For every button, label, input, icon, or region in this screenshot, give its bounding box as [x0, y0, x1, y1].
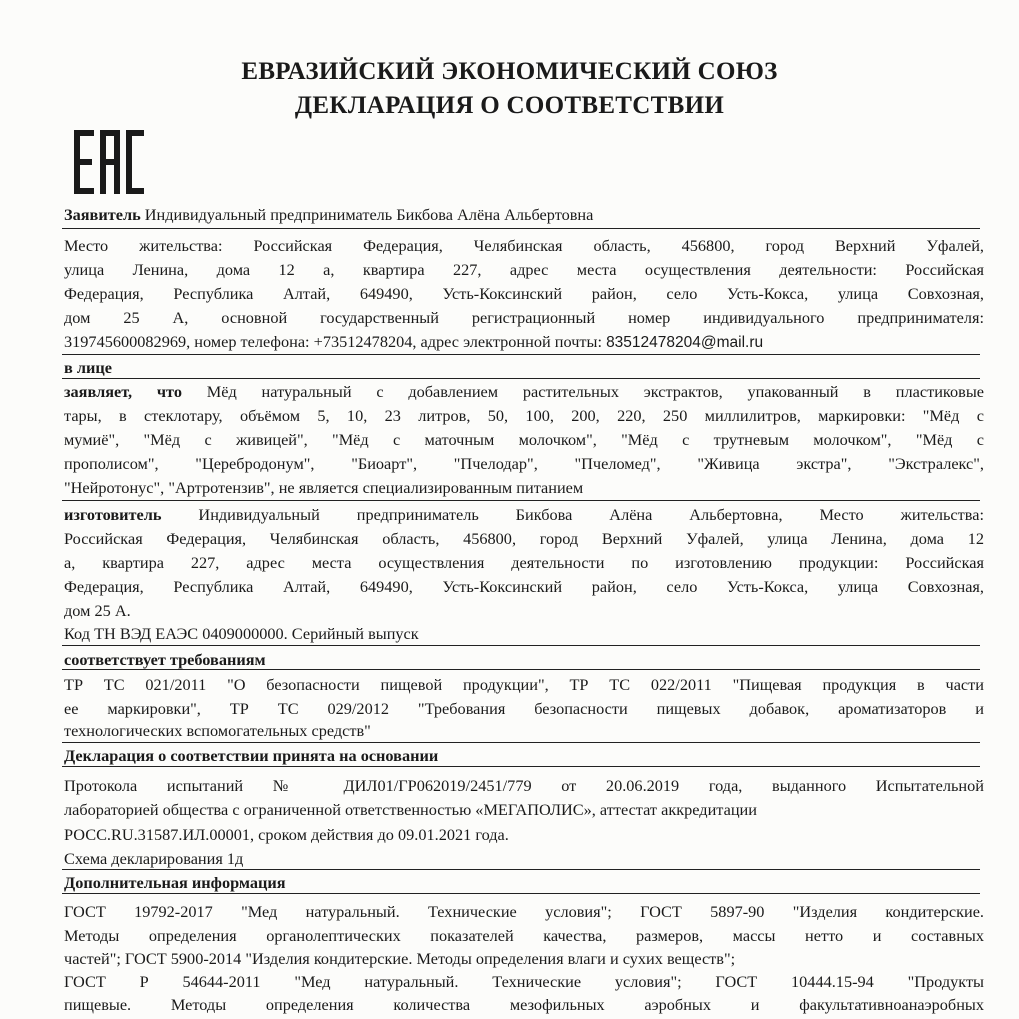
basis-line: РОСС.RU.31587.ИЛ.00001, сроком действия до 09.01.2021 года.	[64, 825, 509, 844]
applicant-contact-line	[64, 332, 984, 353]
in-person-label: в лице	[64, 358, 112, 377]
divider	[62, 645, 980, 646]
applicant-address-line: Федерация, Республика Алтай, 649490, Усть-Коксинский район, село Усть-Кокса, улица Совхозная,	[64, 284, 984, 303]
applicant-address-line: дом 25 А, основной государственный регистрационный номер индивидуального предпринимателя:	[64, 308, 984, 327]
divider	[62, 228, 980, 229]
divider	[62, 893, 980, 894]
applicant-contact-text: 319745600082969, номер телефона: +73512478204, адрес электронной почты:	[64, 332, 607, 351]
requirements-line: ТР ТС 021/2011 "О безопасности пищевой продукции", ТР ТС 022/2011 "Пищевая продукция в части	[64, 675, 984, 694]
applicant-value: Индивидуальный предприниматель Бикбова Алёна Альбертовна	[144, 205, 594, 224]
requirements-line: технологических вспомогательных средств"	[64, 721, 371, 740]
product-code-line: Код ТН ВЭД ЕАЭС 0409000000. Серийный выпуск	[64, 624, 419, 643]
additional-line: ГОСТ Р 54644-2011 "Мед натуральный. Технические условия"; ГОСТ 10444.15-94 "Продукты	[64, 972, 984, 991]
additional-line: частей"; ГОСТ 5900-2014 "Изделия кондитерские. Методы определения влаги и сухих веществ";	[64, 949, 736, 968]
manufacturer-line: Российская Федерация, Челябинская область, 456800, город Верхний Уфалей, улица Ленина, дома 12	[64, 529, 984, 548]
requirements-label: соответствует требованиям	[64, 650, 266, 669]
divider	[62, 500, 980, 501]
requirements-line: ее маркировки", ТР ТС 029/2012 "Требования безопасности пищевых добавок, ароматизаторов и	[64, 699, 984, 718]
manufacturer-line: а, квартира 227, адрес места осуществления деятельности по изготовлению продукции: Российская	[64, 553, 984, 572]
scheme-line: Схема декларирования 1д	[64, 849, 244, 868]
applicant-address-line: Место жительства: Российская Федерация, Челябинская область, 456800, город Верхний Уфалей,	[64, 236, 984, 255]
basis-line: Протокола испытаний № ДИЛ01/ГР062019/2451/779 от 20.06.2019 года, выданного Испытательной	[64, 776, 984, 795]
manufacturer-line: дом 25 А.	[64, 601, 131, 620]
declares-line: тары, в стеклотару, объёмом 5, 10, 23 литров, 50, 100, 200, 220, 250 миллилитров, маркировки: "Мёд с	[64, 406, 984, 425]
basis-label: Декларация о соответствии принята на основании	[64, 746, 439, 765]
divider	[62, 766, 980, 767]
eac-logo	[72, 126, 146, 198]
declares-line: мумиё", "Мёд с живицей", "Мёд с маточным молочком", "Мёд с трутневым молочком", "Мёд с	[64, 430, 984, 449]
divider	[62, 669, 980, 670]
applicant-address-line: улица Ленина, дома 12 а, квартира 227, адрес места осуществления деятельности: Российская	[64, 260, 984, 279]
additional-line: Методы определения органолептических показателей качества, размеров, массы нетто и составных	[64, 926, 984, 945]
declares-label: заявляет, что	[64, 382, 182, 401]
additional-line: ГОСТ 19792-2017 "Мед натуральный. Технические условия"; ГОСТ 5897-90 "Изделия кондитерские.	[64, 902, 984, 921]
divider	[62, 869, 980, 870]
applicant-email: 83512478204@mail.ru	[606, 334, 764, 351]
manufacturer-text: Индивидуальный предприниматель Бикбова Алёна Альбертовна, Место жительства:	[161, 505, 984, 524]
applicant-label: Заявитель	[64, 205, 141, 224]
additional-line: пищевые. Методы определения количества мезофильных аэробных и факультативноанаэробных	[64, 995, 984, 1014]
applicant-row	[64, 205, 984, 225]
divider	[62, 354, 980, 355]
declares-text: Мёд натуральный с добавлением растительных экстрактов, упакованный в пластиковые	[181, 382, 984, 401]
declares-line: прополисом", "Церебродонум", "Биоарт", "Пчелодар", "Пчеломед", "Живица экстра", "Экстралекс",	[64, 454, 984, 473]
union-title: ЕВРАЗИЙСКИЙ ЭКОНОМИЧЕСКИЙ СОЮЗ	[241, 58, 778, 85]
declares-line: "Нейротонус", "Артротензив", не является специализированным питанием	[64, 478, 584, 497]
divider	[62, 378, 980, 379]
declares-line	[64, 382, 984, 402]
basis-line: лабораторией общества с ограниченной ответственностью «МЕГАПОЛИС», аттестат аккредитации	[64, 800, 757, 819]
manufacturer-line	[64, 505, 984, 525]
manufacturer-label: изготовитель	[64, 505, 162, 524]
declaration-title: ДЕКЛАРАЦИЯ О СООТВЕТСТВИИ	[294, 92, 725, 119]
additional-label: Дополнительная информация	[64, 873, 286, 892]
manufacturer-line: Федерация, Республика Алтай, 649490, Усть-Коксинский район, село Усть-Кокса, улица Совхозная,	[64, 577, 984, 596]
divider	[62, 742, 980, 743]
